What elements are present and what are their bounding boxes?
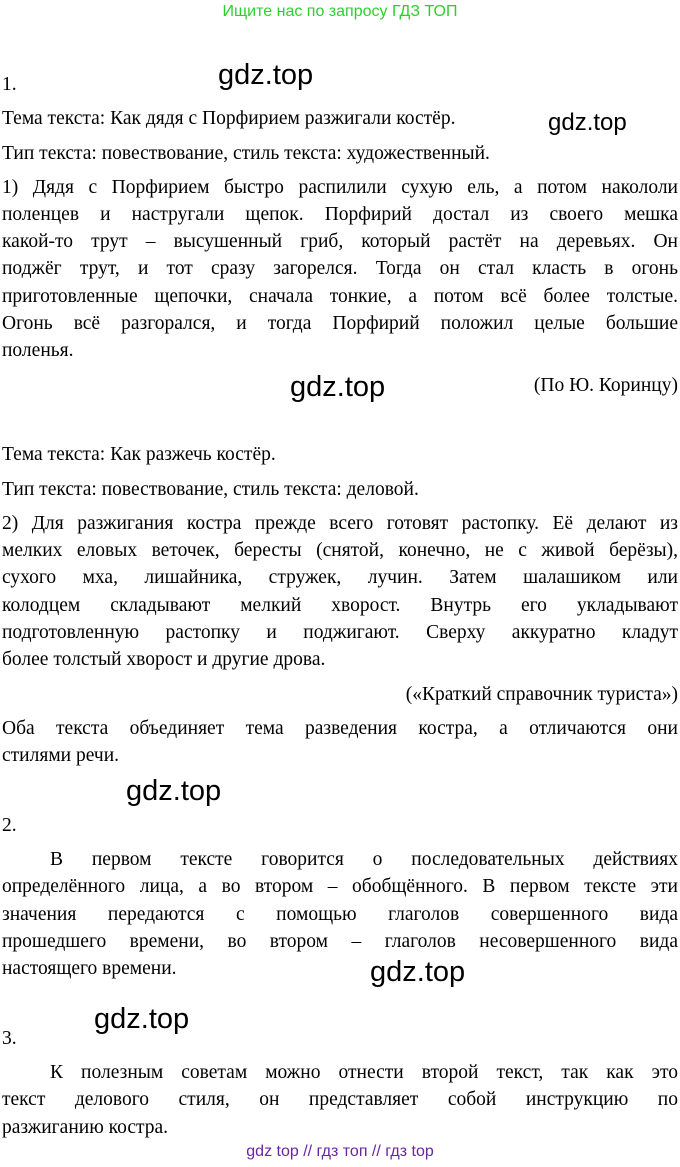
text1-line: Огонь всё разгорался, и тогда Порфирий положил целые большие <box>2 313 678 334</box>
footer-links[interactable]: gdz top // гдз топ // гдз top <box>246 1143 434 1160</box>
text1-line: приготовленные щепочки, сначала тонкие, а потом всё более толстые. <box>2 286 678 307</box>
text1-line: поджёг трут, и тот сразу загорелся. Тогда он стал класть в огонь <box>2 258 678 279</box>
search-banner[interactable]: Ищите нас по запросу ГДЗ ТОП <box>222 3 458 20</box>
section-number: 1. <box>2 74 17 95</box>
conclusion-line: стилями речи. <box>2 745 119 766</box>
text2-line: 2) Для разжигания костра прежде всего готовят растопку. Её делают из <box>2 513 678 534</box>
watermark: gdz.top <box>218 59 314 91</box>
answer3-line: текст делового стиля, он представляет собой инструкцию по <box>2 1089 678 1110</box>
text2-source: («Краткий справочник туриста») <box>405 684 678 705</box>
answer3-line: К полезным советам можно отнести второй текст, так как это <box>50 1062 678 1083</box>
text2-line: подготовленную растопку и поджигают. Сверху аккуратно кладут <box>2 622 678 643</box>
watermark: gdz.top <box>548 109 627 136</box>
text1-line: поленцев и настругали щепок. Порфирий достал из своего мешка <box>2 204 678 225</box>
answer3-line: разжиганию костра. <box>2 1117 169 1138</box>
watermark: gdz.top <box>126 775 222 807</box>
answer2-line: настоящего времени. <box>2 958 177 979</box>
text2-line: сухого мха, лишайника, стружек, лучин. Затем шалашиком или <box>2 567 678 588</box>
watermark: gdz.top <box>370 956 466 988</box>
watermark: gdz.top <box>94 1003 190 1035</box>
conclusion-line: Оба текста объединяет тема разведения костра, а отличаются они <box>2 718 678 739</box>
text1-topic: Тема текста: Как дядя с Порфирием разжигали костёр. <box>2 108 456 129</box>
watermark: gdz.top <box>290 371 386 403</box>
text2-line: мелких еловых веточек, бересты (снятой, конечно, не с живой берёзы), <box>2 540 678 561</box>
answer2-line: прошедшего времени, во втором – глаголов несовершенного вида <box>2 931 678 952</box>
text2-topic: Тема текста: Как разжечь костёр. <box>2 444 276 465</box>
answer2-line: В первом тексте говорится о последовательных действиях <box>50 849 678 870</box>
answer2-line: определённого лица, а во втором – обобщённого. В первом тексте эти <box>2 876 678 897</box>
text1-line: какой-то трут – высушенный гриб, который растёт на деревьях. Он <box>2 231 678 252</box>
text2-line: более толстый хворост и другие дрова. <box>2 649 326 670</box>
text1-line: 1) Дядя с Порфирием быстро распилили сухую ель, а потом накололи <box>2 177 678 198</box>
text2-type: Тип текста: повествование, стиль текста: деловой. <box>2 479 419 500</box>
text2-line: колодцем складывают мелкий хворост. Внутрь его укладывают <box>2 595 678 616</box>
text1-source: (По Ю. Коринцу) <box>533 375 678 396</box>
text1-type: Тип текста: повествование, стиль текста: художественный. <box>2 143 490 164</box>
section-number: 2. <box>2 815 17 836</box>
answer2-line: значения передаются с помощью глаголов совершенного вида <box>2 904 678 925</box>
text1-line: поленья. <box>2 340 74 361</box>
section-number: 3. <box>2 1028 17 1049</box>
